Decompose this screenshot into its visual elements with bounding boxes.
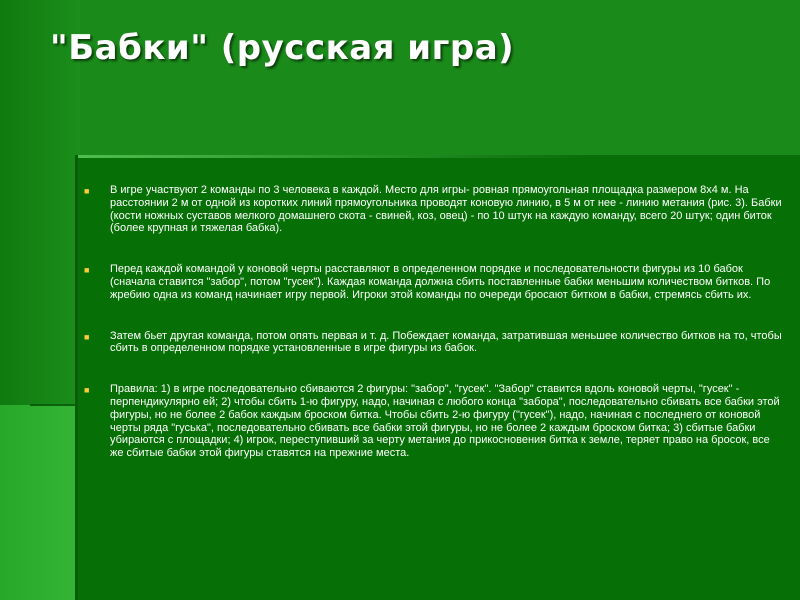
background-lower-band xyxy=(0,405,80,600)
bullet-text-3: Затем бьет другая команда, потом опять первая и т. д. Побеждает команда, затратившая меньшее количество битков на то, чтобы сбить в определенном порядке установленные в игре фигуры из бабок. xyxy=(110,329,782,355)
bullet-square-icon: ■ xyxy=(84,331,90,342)
bullet-item-3 xyxy=(82,330,782,356)
bullet-square-icon: ■ xyxy=(84,265,90,276)
bullet-square-icon: ■ xyxy=(84,186,90,196)
bullet-item-4 xyxy=(82,383,782,460)
bullet-text-1: В игре участвуют 2 команды по 3 человека в каждой. Место для игры- ровная прямоугольная площадка размером 8x4 м. На расстоянии 2 м от одной из коротких линий прямоугольника проводят коновую линию, в 5 м от нее - линию метания (рис. 3). Бабки (кости ножных суставов мелкого домашнего скота - свиней, коз, овец) - по 10 штук на каждую команду, всего 20 штук; один биток (более крупная и тяжелая бабка). xyxy=(110,184,782,235)
bullet-text-2: Перед каждой командой у коновой черты расставляют в определенном порядке и последовательности фигуры из 10 бабок (сначала ставится "забор", потом "гусек"). Каждая команда должна сбить поставленные бабки меньшим количеством битков. По жребию одна из команд начинает игру первой. Игроки этой команды по очереди бросают битком в бабки, стремясь сбить их. xyxy=(110,263,771,301)
bullet-square-icon: ■ xyxy=(84,385,90,396)
content-panel-top-edge xyxy=(75,155,800,158)
bullet-text-4: Правила: 1) в игре последовательно сбиваются 2 фигуры: "забор", "гусек". "Забор" ставится вдоль коновой черты, "гусек" - перпендикулярно ей; 2) чтобы сбить 1-ю фигуру, надо, начиная с любого конца "забора", последовательно сбивать все бабки этой фигуры, но не более 2 бабок каждым броском битка. Чтобы сбить 2-ю фигуру ("гусек"), надо, начиная с последнего от коновой черты ряда "гуська", последовательно сбивать все бабки этой фигуры, но не более 2 каждым броском битка; 3) сбитые бабки убираются с площадки; 4) игрок, переступивший за черту метания до прикосновения битка к земле, теряет право на бросок, все же сбитые бабки этой фигуры ставятся на прежние места. xyxy=(110,383,780,460)
content-panel-left-edge xyxy=(75,155,78,600)
bullet-item-2 xyxy=(82,263,782,301)
bullet-item-1 xyxy=(82,184,782,235)
slide-title: "Бабки" (русская игра) xyxy=(50,28,515,68)
bullet-list xyxy=(82,184,782,488)
